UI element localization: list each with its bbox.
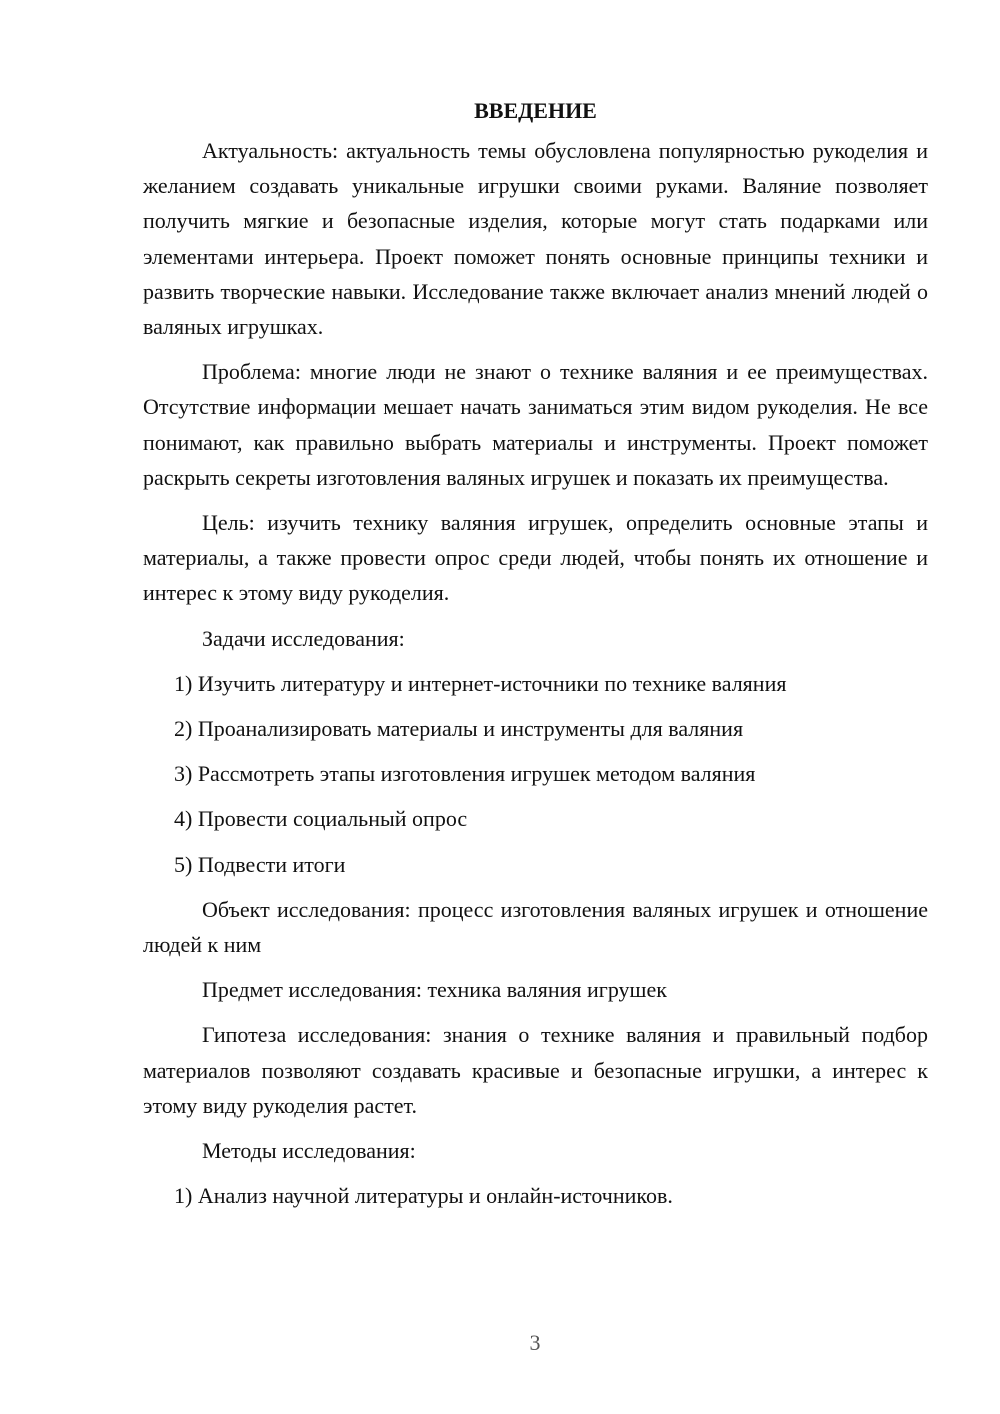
subject-line: Предмет исследования: техника валяния игрушек xyxy=(202,977,667,1003)
method-item: 1) Анализ научной литературы и онлайн-источников. xyxy=(174,1183,673,1209)
goal-paragraph: Цель: изучить технику валяния игрушек, определить основные этапы и материалы, а также провести опрос среди людей, чтобы понять их отношение и интерес к этому виду рукоделия. xyxy=(143,510,928,606)
tasks-list xyxy=(143,666,928,882)
section-heading: ВВЕДЕНИЕ xyxy=(474,98,597,123)
object-paragraph: Объект исследования: процесс изготовления валяных игрушек и отношение людей к ним xyxy=(143,896,928,958)
tasks-label: Задачи исследования: xyxy=(202,625,405,651)
task-item: 5) Подвести итоги xyxy=(174,851,346,877)
hypothesis-paragraph: Гипотеза исследования: знания о технике валяния и правильный подбор материалов позволяют создавать красивые и безопасные игрушки, а интерес к этому виду рукоделия растет. xyxy=(143,1022,928,1118)
task-item: 2) Проанализировать материалы и инструменты для валяния xyxy=(174,716,744,742)
task-item: 3) Рассмотреть этапы изготовления игрушек методом валяния xyxy=(174,761,756,787)
document-page xyxy=(143,92,928,1223)
task-item: 1) Изучить литературу и интернет-источники по технике валяния xyxy=(174,670,787,696)
relevance-paragraph: Актуальность: актуальность темы обусловлена популярностью рукоделия и желанием создавать уникальные игрушки своими руками. Валяние позволяет получить мягкие и безопасные изделия, которые могут стать подарками или элементами интерьера. Проект поможет понять основные принципы техники и развить творческие навыки. Исследование также включает анализ мнений людей о валяных игрушках. xyxy=(143,138,928,340)
methods-list xyxy=(143,1178,928,1213)
problem-paragraph: Проблема: многие люди не знают о технике валяния и ее преимуществах. Отсутствие информации мешает начать заниматься этим видом рукоделия. Не все понимают, как правильно выбрать материалы и инструменты. Проект поможет раскрыть секреты изготовления валяных игрушек и показать их преимущества. xyxy=(143,359,928,490)
task-item: 4) Провести социальный опрос xyxy=(174,806,468,832)
methods-label: Методы исследования: xyxy=(202,1138,416,1164)
page-number: 3 xyxy=(529,1330,541,1355)
